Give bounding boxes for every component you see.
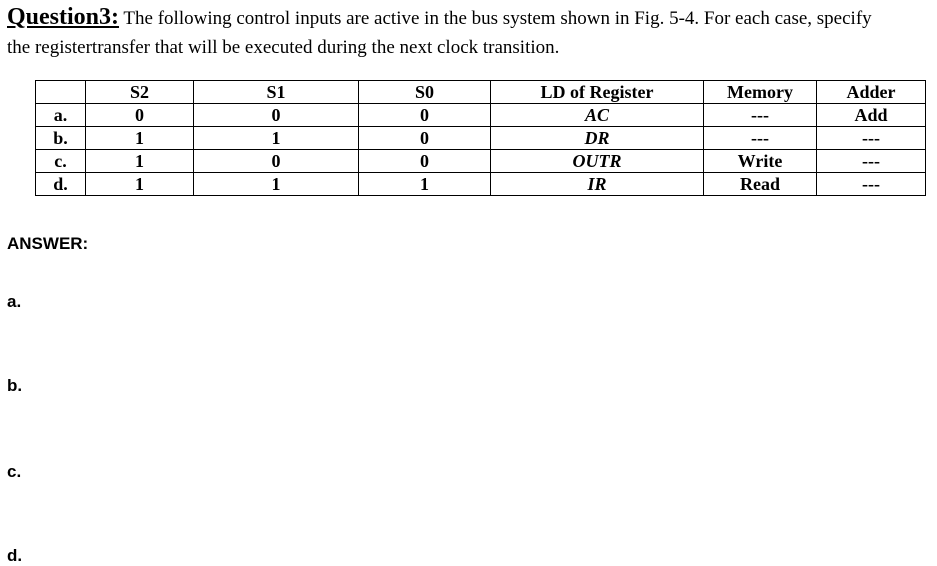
- s1-cell: 0: [194, 104, 359, 127]
- register-cell: DR: [491, 127, 704, 150]
- header-memory: Memory: [704, 81, 817, 104]
- s0-cell: 0: [359, 150, 491, 173]
- answer-item-a: a.: [7, 292, 22, 311]
- case-cell: c.: [36, 150, 86, 173]
- question-text-1: The following control inputs are active in the bus system shown in Fig. 5-4. For each case, specify: [119, 8, 872, 29]
- answer-heading: ANSWER:: [7, 234, 89, 253]
- table-row: [36, 150, 926, 173]
- question-line-2: [7, 37, 559, 59]
- header-adder: Adder: [817, 81, 926, 104]
- register-cell: AC: [491, 104, 704, 127]
- header-ld-register: LD of Register: [491, 81, 704, 104]
- adder-cell: ---: [817, 173, 926, 196]
- s1-cell: 1: [194, 127, 359, 150]
- s0-cell: 0: [359, 104, 491, 127]
- case-cell: a.: [36, 104, 86, 127]
- s2-cell: 0: [86, 104, 194, 127]
- header-case: [36, 81, 86, 104]
- s2-cell: 1: [86, 173, 194, 196]
- memory-cell: ---: [704, 104, 817, 127]
- answer-item-d: d.: [7, 546, 23, 565]
- memory-cell: ---: [704, 127, 817, 150]
- answer-item-c: c.: [7, 462, 22, 481]
- s1-cell: 0: [194, 150, 359, 173]
- s1-cell: 1: [194, 173, 359, 196]
- control-inputs-table: [35, 80, 926, 196]
- question-line-1: [7, 4, 872, 31]
- register-cell: IR: [491, 173, 704, 196]
- adder-cell: Add: [817, 104, 926, 127]
- memory-cell: Write: [704, 150, 817, 173]
- register-cell: OUTR: [491, 150, 704, 173]
- header-s0: S0: [359, 81, 491, 104]
- header-s1: S1: [194, 81, 359, 104]
- memory-cell: Read: [704, 173, 817, 196]
- answer-item-b: b.: [7, 376, 23, 395]
- table-row: [36, 127, 926, 150]
- question-text-2: the registertransfer that will be executed during the next clock transition.: [7, 37, 560, 58]
- s0-cell: 0: [359, 127, 491, 150]
- case-cell: b.: [36, 127, 86, 150]
- s2-cell: 1: [86, 150, 194, 173]
- adder-cell: ---: [817, 150, 926, 173]
- s0-cell: 1: [359, 173, 491, 196]
- header-s2: S2: [86, 81, 194, 104]
- adder-cell: ---: [817, 127, 926, 150]
- question-label: Question3:: [7, 4, 120, 30]
- table-row: [36, 173, 926, 196]
- table-header-row: [36, 81, 926, 104]
- table-row: [36, 104, 926, 127]
- s2-cell: 1: [86, 127, 194, 150]
- case-cell: d.: [36, 173, 86, 196]
